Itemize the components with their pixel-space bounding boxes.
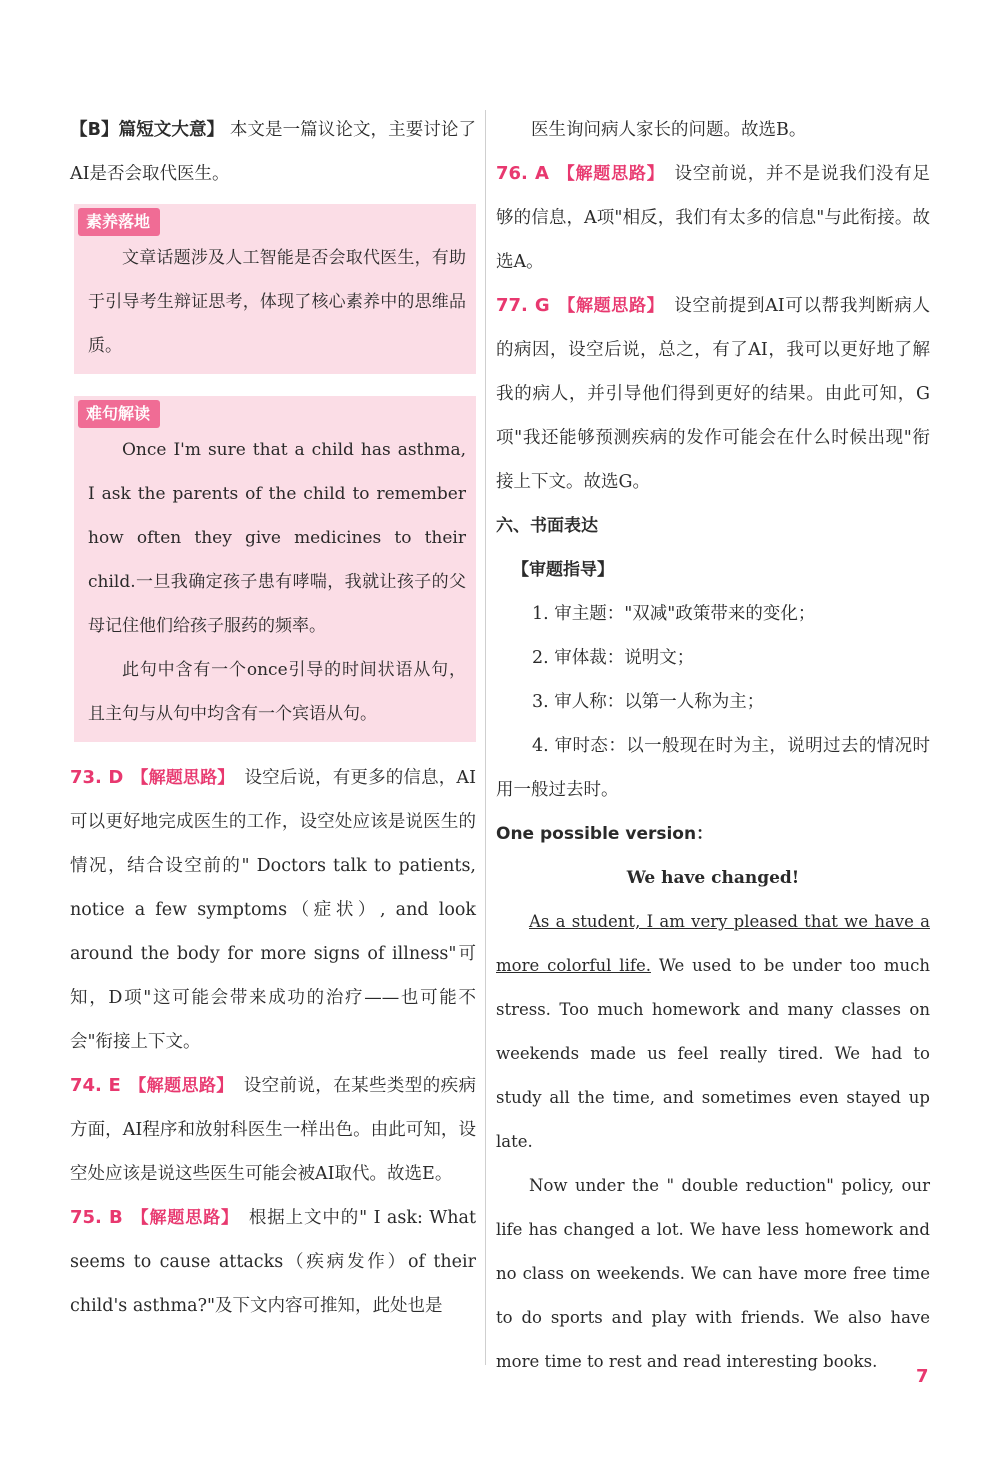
answer-74 <box>70 1064 476 1196</box>
answer-73-tag: 【解题思路】 <box>131 768 235 788</box>
difficult-sentence-box <box>74 396 476 742</box>
essay-paragraph-1-rest: We used to be under too much stress. Too much homework and many classes on weekends made us feel really tired. We had to study all the time, and sometimes even stayed up late. <box>496 956 930 1151</box>
essay-paragraph-2: Now under the " double reduction" policy, our life has changed a lot. We have less homework and no class on weekends. We can have more free time to do sports and play with friends. We also have more time to rest and read interesting books. <box>496 1176 930 1371</box>
answer-75-number: 75. B <box>70 1207 123 1228</box>
guide-item-1: 1. 审主题："双减"政策带来的变化； <box>532 604 816 624</box>
right-column <box>496 108 930 1384</box>
answer-77-text: 设空前提到AI可以帮我判断病人的病因，设空后说，总之，有了AI，我可以更好地了解我的病人，并引导他们得到更好的结果。由此可知，G项"我还能够预测疾病的发作可能会在什么时候出现"衔接上下文。故选G。 <box>496 296 930 492</box>
literacy-box <box>74 204 476 374</box>
guide-heading: 【审题指导】 <box>512 560 614 580</box>
literacy-label: 素养落地 <box>78 208 160 236</box>
answer-76-text: 设空前说，并不是说我们没有足够的信息，A项"相反，我们有太多的信息"与此衔接。故选A。 <box>496 164 930 272</box>
difficult-sentence-note: 此句中含有一个once引导的时间状语从句，且主句与从句中均含有一个宾语从句。 <box>88 660 466 724</box>
answer-73-number: 73. D <box>70 767 124 788</box>
version-label: One possible version： <box>496 824 714 844</box>
answer-76-number: 76. A <box>496 163 549 184</box>
answer-74-number: 74. E <box>70 1075 121 1096</box>
answer-77 <box>496 284 930 504</box>
guide-item-3: 3. 审人称：以第一人称为主； <box>532 692 765 712</box>
guide-item-4: 4. 审时态：以一般现在时为主，说明过去的情况时用一般过去时。 <box>496 736 930 800</box>
left-column <box>70 108 476 1328</box>
sentence-en-text: Once I'm sure that a child has asthma, I ask the parents of the child to remember how often they give medicines to their child. <box>88 440 466 592</box>
answer-76 <box>496 152 930 284</box>
answer-76-tag: 【解题思路】 <box>556 164 665 184</box>
difficult-sentence-label: 难句解读 <box>78 400 160 428</box>
essay-paragraph-1 <box>496 900 930 1164</box>
answer-73 <box>70 756 476 1064</box>
answer-74-text: 设空前说，在某些类型的疾病方面，AI程序和放射科医生一样出色。由此可知，设空处应该是说这些医生可能会被AI取代。故选E。 <box>70 1076 477 1184</box>
answer-75-continued: 医生询问病人家长的问题。故选B。 <box>531 120 807 140</box>
literacy-text: 文章话题涉及人工智能是否会取代医生，有助于引导考生辩证思考，体现了核心素养中的思维品质。 <box>88 248 466 356</box>
passage-summary <box>70 108 476 196</box>
column-divider <box>485 110 486 1365</box>
answer-77-tag: 【解题思路】 <box>557 296 665 316</box>
summary-tag: 【B】篇短文大意】 <box>70 120 225 140</box>
essay-title: We have changed! <box>626 868 800 888</box>
answer-75-tag: 【解题思路】 <box>130 1208 239 1228</box>
essay-underlined-sentence: As a student, I am very pleased that we have a more colorful life. <box>496 912 930 975</box>
guide-item-2: 2. 审体裁：说明文； <box>532 648 695 668</box>
page-number: 7 <box>916 1366 929 1387</box>
answer-74-tag: 【解题思路】 <box>128 1076 234 1096</box>
answer-75 <box>70 1196 476 1328</box>
answer-73-text: 设空后说，有更多的信息，AI可以更好地完成医生的工作，设空处应该是说医生的情况，结合设空前的" Doctors talk to patients, notice a few symptoms（症状）, and look around the body for more signs of illness"可知，D项"这可能会带来成功的治疗——也可能不会"衔接上下文。 <box>70 768 476 1052</box>
summary-text: 本文是一篇议论文，主要讨论了AI是否会取代医生。 <box>70 120 476 184</box>
answer-75-text: 根据上文中的" I ask: What seems to cause attacks（疾病发作）of their child's asthma?"及下文内容可推知，此处也是 <box>70 1208 476 1316</box>
answer-77-number: 77. G <box>496 295 550 316</box>
difficult-sentence-en <box>88 428 466 648</box>
sentence-cn-text: 一旦我确定孩子患有哮喘，我就让孩子的父母记住他们给孩子服药的频率。 <box>88 572 466 636</box>
section-heading: 六、书面表达 <box>496 516 598 536</box>
